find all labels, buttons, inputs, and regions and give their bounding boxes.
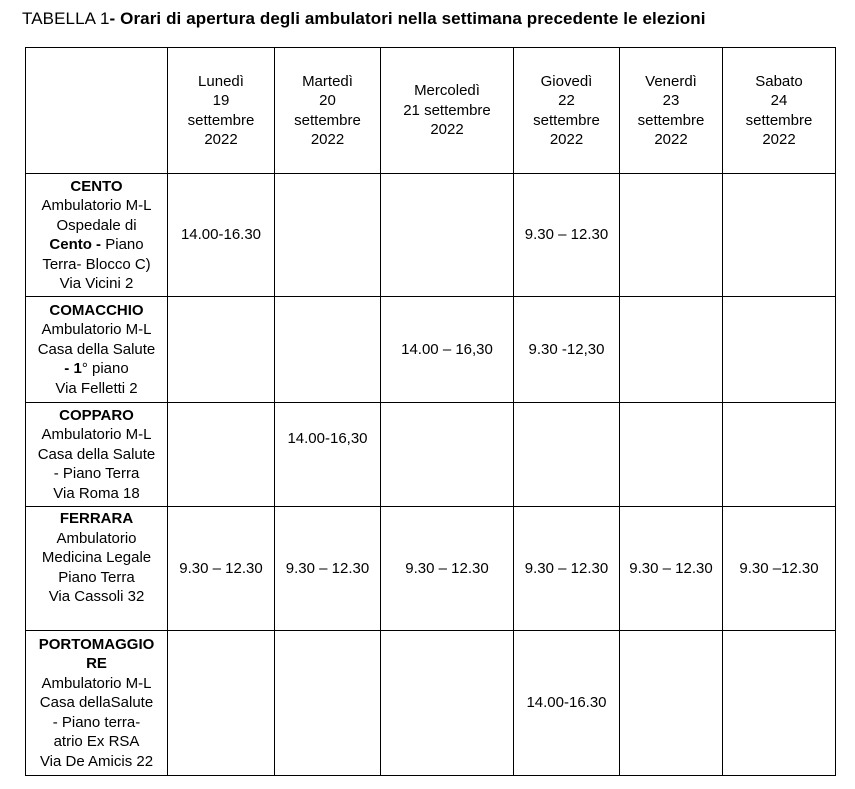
location-detail: Casa della Salute: [37, 340, 156, 358]
time-cell: [381, 403, 514, 507]
day-year: 2022: [204, 131, 238, 148]
time-cell: [275, 174, 381, 297]
day-year: 2022: [654, 131, 688, 148]
day-month: settembre: [745, 111, 813, 129]
day-header-thursday: [514, 48, 620, 174]
day-name: Giovedì: [540, 72, 593, 90]
location-detail: Ambulatorio: [56, 529, 137, 547]
schedule-table: [25, 47, 836, 776]
location-detail: - Piano terra-: [52, 713, 141, 731]
day-year: 2022: [310, 131, 345, 148]
time-cell: 9.30 – 12.30: [381, 507, 514, 631]
location-detail: Medicina Legale: [41, 549, 152, 566]
time-cell: [381, 631, 514, 776]
day-header-saturday: [723, 48, 836, 174]
location-name: CENTO: [70, 177, 123, 195]
day-number: 24: [770, 92, 788, 109]
time-cell: [168, 297, 275, 403]
location-detail-rest: ° piano: [81, 360, 129, 378]
time-cell: 9.30 – 12.30: [275, 507, 381, 631]
day-header-wednesday: [381, 48, 514, 174]
location-detail: Ambulatorio M-L: [41, 197, 152, 214]
day-number: 20: [319, 92, 336, 109]
day-number: 23: [662, 92, 680, 109]
time-cell: 9.30 –12.30: [723, 507, 836, 631]
time-cell: 14.00-16.30: [168, 174, 275, 297]
day-month: settembre: [294, 111, 361, 129]
location-cell-portomaggiore: [26, 631, 168, 776]
time-cell: [168, 403, 275, 507]
caption-text: - Orari di apertura degli ambulatori nella settimana precedente le elezioni: [109, 9, 706, 28]
time-cell: 14.00-16.30: [514, 631, 620, 776]
time-cell: [723, 631, 836, 776]
location-detail: Terra- Blocco C): [42, 255, 151, 273]
table-caption: [22, 9, 706, 29]
location-detail: Casa dellaSalute: [39, 694, 154, 712]
location-name-continued: RE: [86, 655, 107, 673]
day-month: settembre: [637, 111, 705, 129]
day-year: 2022: [430, 121, 464, 139]
location-name: FERRARA: [59, 510, 134, 527]
time-cell: 9.30 – 12.30: [168, 507, 275, 631]
time-cell: 9.30 – 12.30: [620, 507, 723, 631]
location-detail: Ambulatorio M-L: [41, 674, 152, 692]
time-cell: 9.30 – 12.30: [514, 507, 620, 631]
day-year: 2022: [762, 131, 796, 148]
day-name: Mercoledì: [414, 82, 480, 100]
time-cell: [381, 174, 514, 297]
location-detail: atrio Ex RSA: [53, 733, 140, 751]
location-detail: Ambulatorio M-L: [41, 426, 152, 444]
day-name: Sabato: [755, 72, 803, 90]
corner-cell: [26, 48, 168, 174]
header-row: [26, 48, 836, 174]
time-cell: [723, 403, 836, 507]
time-cell: [168, 631, 275, 776]
location-cell-cento: [26, 174, 168, 297]
day-header-tuesday: [275, 48, 381, 174]
location-address: Via Roma 18: [53, 484, 140, 502]
time-cell: [723, 174, 836, 297]
location-address: Via Vicini 2: [59, 275, 134, 292]
time-cell: [723, 297, 836, 403]
day-month: settembre: [533, 111, 600, 129]
location-detail: Casa della Salute: [37, 445, 156, 463]
time-cell: [275, 297, 381, 403]
time-cell: 14.00 – 16,30: [381, 297, 514, 403]
day-year: 2022: [549, 131, 584, 148]
location-name: COPPARO: [59, 406, 134, 424]
location-address: Via Felletti 2: [55, 379, 138, 397]
location-detail: [26, 235, 167, 255]
location-cell-comacchio: [26, 297, 168, 403]
day-name: Martedì: [302, 72, 353, 90]
table-row: [26, 403, 836, 507]
table-row: [26, 631, 836, 776]
time-cell: [275, 631, 381, 776]
day-month: settembre: [187, 111, 255, 129]
day-name: Venerdì: [645, 72, 697, 90]
time-cell: 14.00-16,30: [275, 403, 381, 507]
location-detail: Ambulatorio M-L: [41, 321, 152, 339]
day-number: 19: [212, 92, 230, 109]
day-header-monday: [168, 48, 275, 174]
location-detail: Piano Terra: [58, 568, 135, 586]
location-detail-rest: Piano: [101, 236, 144, 253]
caption-label: TABELLA 1: [22, 9, 110, 28]
location-detail-bold: - 1: [64, 360, 82, 378]
table-row: [26, 174, 836, 297]
time-cell: 9.30 -12,30: [514, 297, 620, 403]
table-row: [26, 507, 836, 631]
location-detail-bold: Cento -: [49, 236, 102, 253]
day-date: 21 settembre: [403, 101, 491, 119]
location-address: Via Cassoli 32: [48, 588, 145, 605]
time-cell: [620, 297, 723, 403]
location-address: Via De Amicis 22: [39, 752, 154, 770]
location-detail: Ospedale di: [56, 216, 137, 234]
location-cell-ferrara: [26, 507, 168, 631]
time-cell: [620, 403, 723, 507]
time-cell: [620, 174, 723, 297]
table-row: [26, 297, 836, 403]
time-cell: [514, 403, 620, 507]
location-name: COMACCHIO: [49, 301, 144, 319]
location-detail: - Piano Terra: [53, 465, 140, 483]
location-cell-copparo: [26, 403, 168, 507]
day-name: Lunedì: [198, 72, 244, 90]
location-name: PORTOMAGGIO: [38, 635, 155, 653]
time-cell: [620, 631, 723, 776]
day-number: 22: [558, 92, 575, 109]
time-cell: 9.30 – 12.30: [514, 174, 620, 297]
day-header-friday: [620, 48, 723, 174]
location-detail: [26, 359, 167, 379]
